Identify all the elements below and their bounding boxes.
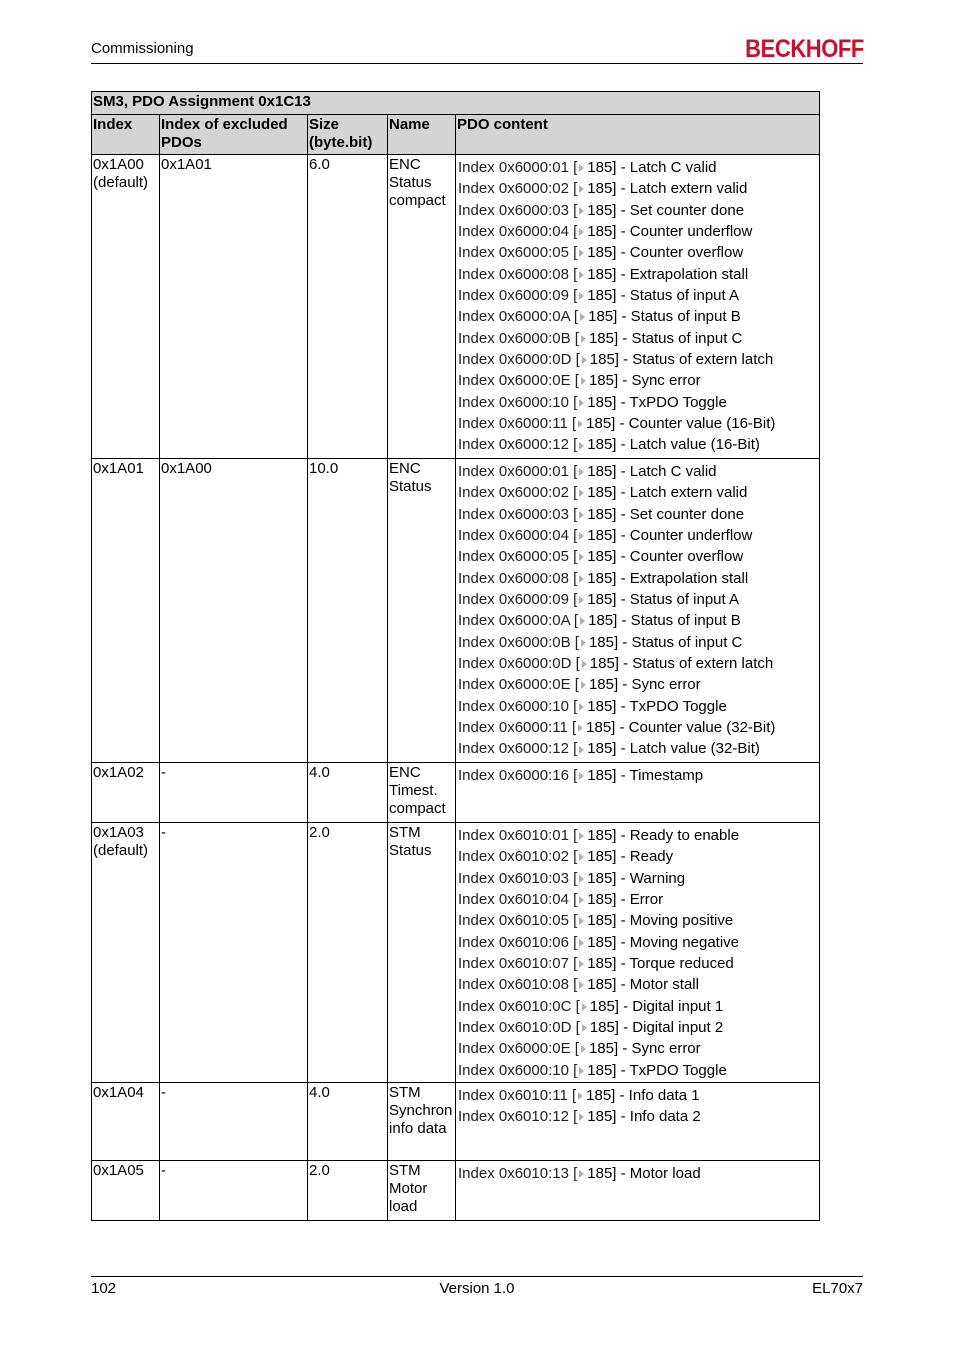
triangle-link-icon[interactable] bbox=[579, 853, 584, 861]
pdo-entry bbox=[458, 461, 818, 482]
pdo-entry-description: 185] - Sync error bbox=[588, 1040, 701, 1058]
pdo-entry-index: Index 0x6010:05 [ bbox=[458, 912, 578, 930]
pdo-entry bbox=[458, 178, 818, 199]
pdo-entry-index: Index 0x6000:04 [ bbox=[458, 527, 578, 545]
triangle-link-icon[interactable] bbox=[579, 772, 584, 780]
product-name: EL70x7 bbox=[812, 1280, 863, 1297]
triangle-link-icon[interactable] bbox=[579, 511, 584, 519]
pdo-entry bbox=[458, 1106, 818, 1127]
pdo-entry-description: 185] - Latch C valid bbox=[587, 159, 717, 176]
triangle-link-icon[interactable] bbox=[579, 271, 584, 279]
pdo-entry-description: 185] - Status of input C bbox=[588, 633, 743, 651]
table-row bbox=[92, 763, 820, 823]
size-cell: 2.0 bbox=[308, 1161, 388, 1221]
pdo-entry-description: 185] - Ready bbox=[587, 848, 674, 866]
pdo-entry-description: 185] - Sync error bbox=[588, 372, 701, 390]
pdo-entry bbox=[458, 953, 818, 974]
triangle-link-icon[interactable] bbox=[582, 660, 587, 668]
excluded-cell: 0x1A00 bbox=[160, 459, 308, 763]
triangle-link-icon[interactable] bbox=[579, 746, 584, 754]
triangle-link-icon[interactable] bbox=[579, 228, 584, 236]
triangle-link-icon[interactable] bbox=[579, 185, 584, 193]
pdo-entry-description: 185] - Status of input A bbox=[587, 591, 740, 609]
size-cell: 6.0 bbox=[308, 155, 388, 459]
pdo-entry-index: Index 0x6010:13 [ bbox=[458, 1165, 578, 1182]
pdo-entry bbox=[458, 264, 818, 285]
triangle-link-icon[interactable] bbox=[579, 1170, 584, 1178]
table-row bbox=[92, 459, 820, 763]
pdo-entry-index: Index 0x6000:08 [ bbox=[458, 569, 578, 587]
pdo-entry-index: Index 0x6010:12 [ bbox=[458, 1108, 578, 1126]
pdo-entry bbox=[458, 568, 818, 589]
pdo-content-cell bbox=[456, 823, 820, 1083]
pdo-entry-description: 185] - Latch value (16-Bit) bbox=[587, 436, 760, 454]
name-cell: STM Status bbox=[388, 823, 456, 1083]
pdo-entry bbox=[458, 674, 818, 695]
pdo-entry bbox=[458, 717, 818, 738]
section-title: Commissioning bbox=[91, 40, 194, 57]
triangle-link-icon[interactable] bbox=[582, 356, 587, 364]
size-cell: 4.0 bbox=[308, 1083, 388, 1161]
pdo-entry-description: 185] - Extrapolation stall bbox=[587, 569, 749, 587]
index-cell: 0x1A04 bbox=[92, 1083, 160, 1161]
pdo-entry bbox=[458, 349, 818, 370]
pdo-entry-index: Index 0x6000:10 [ bbox=[458, 1061, 578, 1079]
triangle-link-icon[interactable] bbox=[579, 703, 584, 711]
triangle-link-icon[interactable] bbox=[579, 553, 584, 561]
triangle-link-icon[interactable] bbox=[580, 313, 585, 321]
triangle-link-icon[interactable] bbox=[581, 681, 586, 689]
pdo-entry-description: 185] - Motor stall bbox=[587, 976, 699, 994]
pdo-entry-index: Index 0x6010:01 [ bbox=[458, 827, 578, 844]
pdo-entry-index: Index 0x6000:0B [ bbox=[458, 633, 579, 651]
excluded-cell: 0x1A01 bbox=[160, 155, 308, 459]
pdo-entry bbox=[458, 285, 818, 306]
pdo-entry-index: Index 0x6000:08 [ bbox=[458, 265, 578, 283]
pdo-entry-description: 185] - Moving negative bbox=[587, 933, 740, 951]
pdo-entry-description: 185] - Latch C valid bbox=[587, 463, 717, 480]
triangle-link-icon[interactable] bbox=[578, 1092, 583, 1100]
table-row bbox=[92, 155, 820, 459]
triangle-link-icon[interactable] bbox=[581, 335, 586, 343]
pdo-entry bbox=[458, 996, 818, 1017]
triangle-link-icon[interactable] bbox=[579, 399, 584, 407]
index-cell: 0x1A03 (default) bbox=[92, 823, 160, 1083]
pdo-entry-description: 185] - TxPDO Toggle bbox=[587, 393, 727, 411]
triangle-link-icon[interactable] bbox=[582, 1003, 587, 1011]
pdo-entry-index: Index 0x6000:12 [ bbox=[458, 436, 578, 454]
triangle-link-icon[interactable] bbox=[579, 292, 584, 300]
pdo-entry bbox=[458, 910, 818, 931]
pdo-entry bbox=[458, 1017, 818, 1038]
pdo-entry-index: Index 0x6010:04 [ bbox=[458, 891, 578, 909]
size-cell: 4.0 bbox=[308, 763, 388, 823]
triangle-link-icon[interactable] bbox=[579, 981, 584, 989]
pdo-entry-description: 185] - Latch extern valid bbox=[587, 484, 748, 502]
pdo-entry-description: 185] - Counter overflow bbox=[587, 548, 744, 566]
pdo-entry bbox=[458, 765, 818, 786]
pdo-content-cell bbox=[456, 1083, 820, 1161]
triangle-link-icon[interactable] bbox=[582, 1024, 587, 1032]
pdo-entry-index: Index 0x6000:04 [ bbox=[458, 223, 578, 241]
triangle-link-icon[interactable] bbox=[579, 917, 584, 925]
pdo-entry-description: 185] - Extrapolation stall bbox=[587, 265, 749, 283]
pdo-entry bbox=[458, 825, 818, 846]
pdo-entry-description: 185] - Moving positive bbox=[587, 912, 734, 930]
footer-rule bbox=[91, 1276, 863, 1277]
triangle-link-icon[interactable] bbox=[579, 468, 584, 476]
pdo-entry bbox=[458, 868, 818, 889]
pdo-entry-index: Index 0x6000:12 [ bbox=[458, 740, 578, 758]
triangle-link-icon[interactable] bbox=[581, 639, 586, 647]
triangle-link-icon[interactable] bbox=[579, 442, 584, 450]
pdo-entry-index: Index 0x6000:0E [ bbox=[458, 676, 579, 694]
pdo-entry-description: 185] - Info data 1 bbox=[586, 1087, 700, 1104]
size-cell: 2.0 bbox=[308, 823, 388, 1083]
pdo-entry-index: Index 0x6000:09 [ bbox=[458, 591, 578, 609]
column-header-index: Index bbox=[92, 115, 160, 155]
triangle-link-icon[interactable] bbox=[579, 1113, 584, 1121]
triangle-link-icon[interactable] bbox=[579, 832, 584, 840]
pdo-entry bbox=[458, 610, 818, 631]
pdo-entry-description: 185] - Counter value (16-Bit) bbox=[586, 415, 776, 433]
excluded-cell: - bbox=[160, 1161, 308, 1221]
pdo-entry-description: 185] - Digital input 1 bbox=[589, 997, 724, 1015]
pdo-entry-index: Index 0x6010:11 [ bbox=[458, 1087, 577, 1104]
table-title: SM3, PDO Assignment 0x1C13 bbox=[92, 92, 820, 115]
pdo-entry-index: Index 0x6000:0A [ bbox=[458, 612, 579, 630]
triangle-link-icon[interactable] bbox=[579, 1067, 584, 1075]
excluded-cell: - bbox=[160, 1083, 308, 1161]
triangle-link-icon[interactable] bbox=[579, 875, 584, 883]
pdo-entry-index: Index 0x6000:0A [ bbox=[458, 308, 579, 326]
pdo-entry-description: 185] - Status of extern latch bbox=[589, 351, 774, 369]
index-cell: 0x1A02 bbox=[92, 763, 160, 823]
pdo-entry bbox=[458, 738, 818, 759]
name-cell: ENC Status bbox=[388, 459, 456, 763]
pdo-entry-description: 185] - TxPDO Toggle bbox=[587, 697, 727, 715]
triangle-link-icon[interactable] bbox=[579, 960, 584, 968]
column-header-size: Size (byte.bit) bbox=[308, 115, 388, 155]
triangle-link-icon[interactable] bbox=[581, 377, 586, 385]
pdo-entry-description: 185] - Counter value (32-Bit) bbox=[586, 719, 776, 737]
pdo-entry bbox=[458, 1060, 818, 1081]
pdo-content-cell bbox=[456, 763, 820, 823]
pdo-entry bbox=[458, 589, 818, 610]
triangle-link-icon[interactable] bbox=[579, 596, 584, 604]
triangle-link-icon[interactable] bbox=[579, 939, 584, 947]
pdo-entry-index: Index 0x6000:0E [ bbox=[458, 372, 579, 390]
pdo-entry-description: 185] - Timestamp bbox=[587, 767, 704, 784]
triangle-link-icon[interactable] bbox=[579, 532, 584, 540]
name-cell: ENC Status compact bbox=[388, 155, 456, 459]
pdo-entry bbox=[458, 653, 818, 674]
name-cell: STM Synchron info data bbox=[388, 1083, 456, 1161]
pdo-entry-index: Index 0x6000:0E [ bbox=[458, 1040, 579, 1058]
triangle-link-icon[interactable] bbox=[579, 575, 584, 583]
pdo-entry-description: 185] - Counter underflow bbox=[587, 223, 753, 241]
pdo-entry-description: 185] - Counter underflow bbox=[587, 527, 753, 545]
pdo-entry-index: Index 0x6000:0B [ bbox=[458, 329, 579, 347]
triangle-link-icon[interactable] bbox=[579, 207, 584, 215]
pdo-entry-index: Index 0x6000:10 [ bbox=[458, 393, 578, 411]
column-header-content: PDO content bbox=[456, 115, 820, 155]
pdo-entry-description: 185] - Latch value (32-Bit) bbox=[587, 740, 760, 758]
pdo-entry-description: 185] - Motor load bbox=[587, 1165, 701, 1182]
pdo-entry-index: Index 0x6000:02 [ bbox=[458, 484, 578, 502]
pdo-content-cell bbox=[456, 1161, 820, 1221]
pdo-entry-index: Index 0x6000:01 [ bbox=[458, 463, 578, 480]
pdo-entry-description: 185] - Torque reduced bbox=[587, 955, 734, 973]
pdo-entry bbox=[458, 242, 818, 263]
pdo-assignment-table bbox=[91, 91, 820, 1221]
pdo-entry-index: Index 0x6010:03 [ bbox=[458, 869, 578, 887]
table-row bbox=[92, 1083, 820, 1161]
pdo-entry-index: Index 0x6000:02 [ bbox=[458, 180, 578, 198]
pdo-entry-index: Index 0x6000:10 [ bbox=[458, 697, 578, 715]
table-row bbox=[92, 823, 820, 1083]
pdo-entry bbox=[458, 482, 818, 503]
pdo-entry bbox=[458, 1163, 818, 1184]
table-row bbox=[92, 1161, 820, 1221]
pdo-entry bbox=[458, 1038, 818, 1059]
pdo-entry-index: Index 0x6010:0D [ bbox=[458, 1019, 580, 1037]
pdo-entry-index: Index 0x6010:07 [ bbox=[458, 955, 578, 973]
pdo-entry bbox=[458, 392, 818, 413]
pdo-entry-index: Index 0x6000:11 [ bbox=[458, 719, 577, 737]
pdo-entry bbox=[458, 306, 818, 327]
pdo-entry-description: 185] - Latch extern valid bbox=[587, 180, 748, 198]
pdo-entry-description: 185] - Status of extern latch bbox=[589, 655, 774, 673]
pdo-entry bbox=[458, 370, 818, 391]
pdo-entry-index: Index 0x6000:05 [ bbox=[458, 244, 578, 262]
pdo-entry-description: 185] - Warning bbox=[587, 869, 686, 887]
excluded-cell: - bbox=[160, 763, 308, 823]
pdo-entry-description: 185] - Info data 2 bbox=[587, 1108, 701, 1126]
pdo-entry-description: 185] - Status of input C bbox=[588, 329, 743, 347]
pdo-entry bbox=[458, 221, 818, 242]
pdo-entry-index: Index 0x6000:0D [ bbox=[458, 655, 580, 673]
document-version: Version 1.0 bbox=[439, 1280, 515, 1297]
pdo-entry bbox=[458, 546, 818, 567]
pdo-entry bbox=[458, 413, 818, 434]
triangle-link-icon[interactable] bbox=[580, 617, 585, 625]
triangle-link-icon[interactable] bbox=[579, 896, 584, 904]
column-header-excluded: Index of excluded PDOs bbox=[160, 115, 308, 155]
triangle-link-icon[interactable] bbox=[579, 489, 584, 497]
triangle-link-icon[interactable] bbox=[579, 249, 584, 257]
pdo-entry bbox=[458, 974, 818, 995]
pdo-entry-description: 185] - Ready to enable bbox=[587, 827, 740, 844]
pdo-entry bbox=[458, 696, 818, 717]
page-number: 102 bbox=[91, 1280, 117, 1297]
pdo-entry bbox=[458, 846, 818, 867]
pdo-entry bbox=[458, 525, 818, 546]
pdo-entry-description: 185] - Sync error bbox=[588, 676, 701, 694]
pdo-entry-description: 185] - Set counter done bbox=[587, 201, 745, 219]
pdo-entry bbox=[458, 157, 818, 178]
pdo-entry-index: Index 0x6000:05 [ bbox=[458, 548, 578, 566]
pdo-entry bbox=[458, 200, 818, 221]
triangle-link-icon[interactable] bbox=[581, 1045, 586, 1053]
pdo-entry-index: Index 0x6010:06 [ bbox=[458, 933, 578, 951]
index-cell: 0x1A01 bbox=[92, 459, 160, 763]
pdo-entry bbox=[458, 889, 818, 910]
pdo-content-cell bbox=[456, 459, 820, 763]
pdo-entry-description: 185] - Counter overflow bbox=[587, 244, 744, 262]
name-cell: ENC Timest. compact bbox=[388, 763, 456, 823]
excluded-cell: - bbox=[160, 823, 308, 1083]
pdo-content-cell bbox=[456, 155, 820, 459]
pdo-entry-description: 185] - Digital input 2 bbox=[589, 1019, 724, 1037]
pdo-entry-description: 185] - Status of input B bbox=[588, 612, 741, 630]
pdo-entry-index: Index 0x6000:03 [ bbox=[458, 505, 578, 523]
pdo-entry-index: Index 0x6000:0D [ bbox=[458, 351, 580, 369]
column-header-name: Name bbox=[388, 115, 456, 155]
triangle-link-icon[interactable] bbox=[578, 724, 583, 732]
pdo-entry bbox=[458, 434, 818, 455]
pdo-entry bbox=[458, 504, 818, 525]
beckhoff-logo: BECKHOFF bbox=[745, 35, 864, 63]
index-cell: 0x1A00 (default) bbox=[92, 155, 160, 459]
pdo-entry-description: 185] - Error bbox=[587, 891, 664, 909]
pdo-entry bbox=[458, 328, 818, 349]
pdo-entry-description: 185] - TxPDO Toggle bbox=[587, 1061, 727, 1079]
pdo-entry bbox=[458, 1085, 818, 1106]
pdo-entry-index: Index 0x6000:03 [ bbox=[458, 201, 578, 219]
pdo-entry bbox=[458, 632, 818, 653]
index-cell: 0x1A05 bbox=[92, 1161, 160, 1221]
name-cell: STM Motor load bbox=[388, 1161, 456, 1221]
size-cell: 10.0 bbox=[308, 459, 388, 763]
header-rule bbox=[91, 63, 863, 64]
pdo-entry bbox=[458, 932, 818, 953]
pdo-entry-description: 185] - Status of input A bbox=[587, 287, 740, 305]
triangle-link-icon[interactable] bbox=[579, 164, 584, 172]
pdo-entry-index: Index 0x6000:09 [ bbox=[458, 287, 578, 305]
pdo-entry-index: Index 0x6000:01 [ bbox=[458, 159, 578, 176]
pdo-entry-index: Index 0x6010:0C [ bbox=[458, 997, 580, 1015]
pdo-entry-index: Index 0x6000:11 [ bbox=[458, 415, 577, 433]
pdo-entry-description: 185] - Set counter done bbox=[587, 505, 745, 523]
pdo-entry-index: Index 0x6000:16 [ bbox=[458, 767, 578, 784]
table-header-row bbox=[92, 115, 820, 155]
pdo-entry-index: Index 0x6010:08 [ bbox=[458, 976, 578, 994]
pdo-entry-index: Index 0x6010:02 [ bbox=[458, 848, 578, 866]
pdo-entry-description: 185] - Status of input B bbox=[588, 308, 741, 326]
triangle-link-icon[interactable] bbox=[578, 420, 583, 428]
